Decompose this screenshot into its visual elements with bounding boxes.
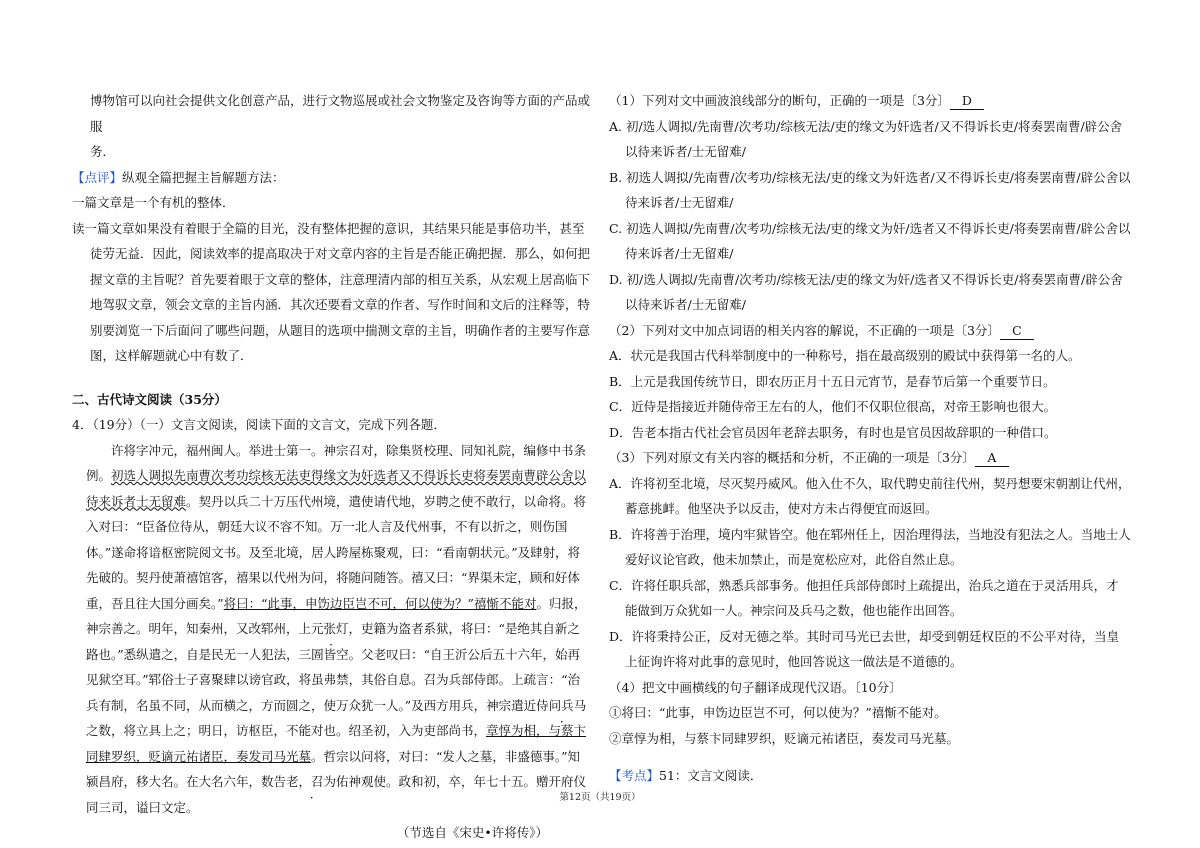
q2-stem [609, 318, 1131, 344]
passage-text: 。归报，神宗善之。明年，知秦州，又改郓州， [86, 595, 587, 636]
q2-option: D．告老本指古代社会官员因年老辞去职务，有时也是官员因故辞职的一种借口。 [609, 424, 1057, 440]
page-footer: 第12页（共19页） [559, 792, 641, 803]
q4-item: ②章惇为相，与蔡卞同肆罗织，贬谪元祐诸臣，奏发司马光墓。 [609, 730, 960, 746]
q4-header: 4．（19分）（一）文言文阅读，阅读下面的文言文，完成下列各题． [72, 417, 446, 432]
reading-paragraph: 读一篇文章如果没有着眼于全篇的目光，没有整体把握的意识，其结果只能是事倍功半，甚至徒劳无益．因此，阅读效率的提高取决于对文章内容的主旨是否能正确把握．那么，如何把握文章的主旨呢？首先要着眼于文章的整体，注意理清内部的相互关系，从宏观上居高临下地驾驭文章，领会文章的主旨内涵．其次还要看文章的作者、写作时间和文后的注释等，特别要浏览一下后面问了哪些问题，从题目的选项中揣测文章的主旨，明确作者的主要写作意图，这样解题就心中有数了． [72, 220, 591, 363]
passage-text: 许将字冲元，福州闽人。举进士第一。神宗召对，除集贤校理、同知礼院，编修中书条例。 [86, 442, 587, 483]
q1-option: B. 初选人调拟/先南曹/次考功/综核无法/吏的缘文为奸选者/又不得诉长吏/将奏罢南曹/辟公舍以待来诉者/士无留难/ [609, 169, 1131, 210]
dotted-word: 近侍 · [524, 698, 549, 713]
q1-option: C. 初选人调拟/先南曹/次考功/综核无法/吏的缘文为奸/选者又不得诉长吏/将奏罢南曹/辟公舍以待来诉者/士无留难/ [609, 220, 1131, 261]
intro-line-2-text: 务． [90, 144, 116, 159]
passage-text: 。契丹以兵二十万压代州境，遣使请代地，岁聘之使不敢行，以命将。将入对曰：“臣备位待从，朝廷大议不容不知。万一北人言及代州事，不有以折之，则伤国体。”遂命将谙枢密院阅文书。及至北境，居人跨屋栋聚观，曰：“看南朝状元。”及肆射，将先破的。契丹使萧禧馆客，禧果以代州为问，将随问随答。禧又曰：“界渠未定，顾和好体重，吾且往大国分画矣。” [86, 493, 587, 611]
right-column [609, 88, 1131, 789]
passage-text: ，召为佑神观使。政和初，卒，年七十五。赠开府仪同三司，谥曰文定。 [86, 774, 587, 815]
q1-stem-text: （1）下列对文中画波浪线部分的断句，正确的一项是〔3分〕 [609, 93, 950, 108]
passage-underline-2: 章惇为相，与蔡卞同肆罗织，贬谪元祐诸臣，奏发司马光墓 [86, 723, 587, 764]
intro-line-2 [72, 139, 592, 165]
q2-stem-text: （2）下列对文中加点词语的相关内容的解说，不正确的一项是〔3分〕 [609, 322, 1000, 338]
q3-stem [609, 445, 1131, 471]
q1-option: A. 初/选人调拟/先南曹/次考功/综核无法/吏的缘文为奸选者/又不得诉长吏/将奏罢南曹/辟公舍以待来诉者/士无留难/ [609, 118, 1123, 159]
passage-underline-1: 将曰：“此事，申饬边臣岂不可，何以使为？”禧惭不能对 [223, 595, 537, 611]
dotted-word: 上 · [299, 621, 312, 636]
kaodian-text: 51：文言文阅读． [659, 768, 763, 783]
left-column [72, 88, 592, 846]
dotted-word: 告老 · [274, 774, 299, 789]
q4-stem: （4）把文中画横线的句子翻译成现代汉语。〔10分〕 [609, 679, 902, 695]
whole-line: 一篇文章是一个有机的整体． [72, 195, 235, 210]
q3-answer: A [975, 450, 1009, 467]
q1-answer: D [950, 93, 984, 110]
passage-source: （节选自《宋史•许将传》） [396, 825, 548, 840]
q1-stem [609, 88, 1131, 114]
q1-option: D. 初/选人调拟/先南曹/次考功/综核无法/吏的缘文为奸/选者又不得诉长吏/将奏罢南曹/辟公舍以待来诉者/士无留难/ [609, 271, 1123, 312]
comment-text: 纵观全篇把握主旨解题方法： [122, 169, 285, 185]
passage-text: 元张灯，吏籍为盗者系狱，将曰：“是绝其自新之路也。”悉纵遣之，自是民无一人犯法，三圄皆空。父老叹曰：“自王沂公后五十六年，始再见狱空耳。”郓俗士子喜聚肆以谤官政，将虽弗禁，其俗自息。召为兵部侍郎。上疏言：“治兵有制，名虽不同，从而横之，方而圆之，使万众犹一人。”及西方用兵，神宗遣 [86, 621, 581, 713]
comment-line [72, 165, 592, 191]
kaodian-line [609, 763, 1131, 789]
comment-tag: 【点评】 [72, 169, 123, 185]
q3-option: A．许将初至北境，尽灭契丹威风。他入仕不久，取代聘史前往代州，契丹想要宋朝割让代州，蓄意挑衅。他坚决予以反击，使对方未占得便宜而返回。 [609, 475, 1131, 516]
q3-option: D．许将秉持公正，反对无德之举。其时司马光已去世，却受到朝廷权臣的不公平对待，当皇上征询许将对此事的意见时，他回答说这一做法是不道德的。 [609, 628, 1120, 669]
q2-answer: C [1000, 323, 1034, 340]
passage-wavy: 初选人调拟先南曹次考功综核无法吏得缘文为奸选者又不得诉长吏将奏罢南曹辟公舍以待来诉者士无留难 [86, 468, 587, 509]
passage-text: 问兵马之数，将立具上之；明日，访枢臣，不能对也。绍圣初，入为吏部尚书， [86, 697, 587, 738]
q2-option: C．近侍是指接近并随侍帝王左右的人，他们不仅职位很高，对帝王影响也很大。 [609, 399, 1057, 414]
passage [72, 438, 592, 821]
passage-text: 。哲宗以问将，对曰：“发人之墓，非盛德事。”知颍昌府，移大名。在大名六年，数 [86, 748, 581, 789]
q3-option: B．许将善于治理，境内牢狱皆空。他在郓州任上，因治理得法，当地没有犯法之人。当地士人爱好议论官政，他未加禁止，而是宽松应对，此俗自然止息。 [609, 526, 1131, 567]
q2-option: B．上元是我国传统节日，即农历正月十五日元宵节，是春节后第一个重要节日。 [609, 373, 1056, 389]
section-title: 二、古代诗文阅读（35分） [72, 391, 227, 407]
q3-option: C．许将任职兵部，熟悉兵部事务。他担任兵部侍郎时上疏提出，治兵之道在于灵活用兵，才能做到万众犹如一人。神宗问及兵马之数，他也能作出回答。 [609, 577, 1119, 618]
q4-item: ①将曰：“此事，申饬边臣岂不可，何以使为？”禧惭不能对。 [609, 705, 947, 720]
q2-option: A．状元是我国古代科举制度中的一种称号，指在最高级别的殿试中获得第一名的人。 [609, 348, 1081, 363]
kaodian-tag: 【考点】 [609, 768, 660, 783]
q3-stem-text: （3）下列对原文有关内容的概括和分析，不正确的一项是〔3分〕 [609, 450, 975, 465]
intro-line-1: 博物馆可以向社会提供文化创意产品，进行文物巡展或社会文物鉴定及咨询等方面的产品或服 [90, 93, 591, 134]
